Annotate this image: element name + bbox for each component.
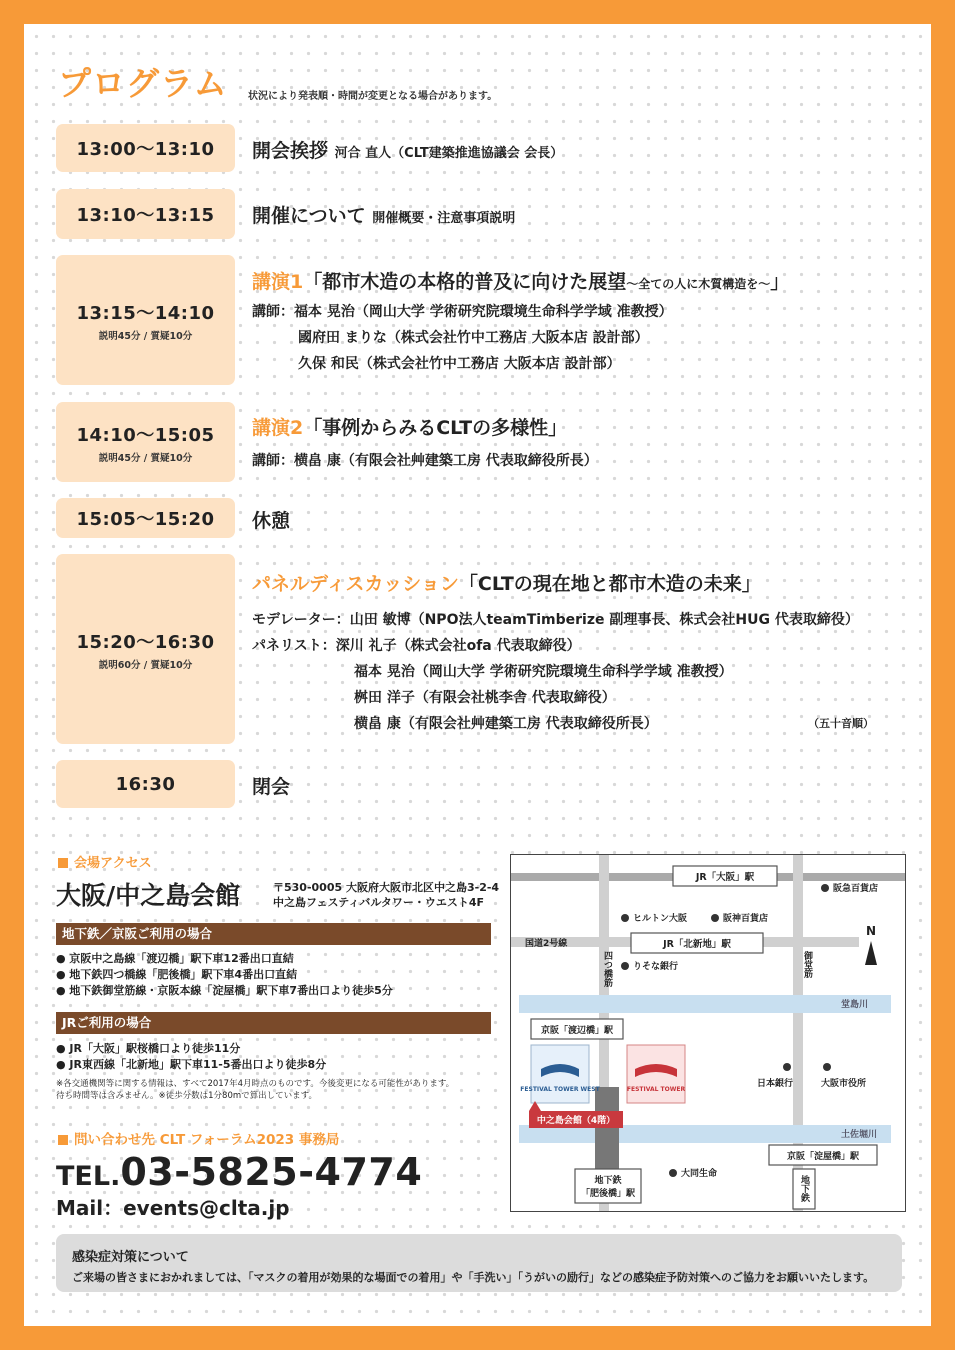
hanshin-label: 阪神百貨店 (723, 914, 769, 924)
time-label: 14:10〜15:05 (76, 424, 215, 446)
fine-line: ※各交通機関等に関する情報は、すべて2017年4月時点のものです。今後変更になる可能性があります。 (56, 1079, 455, 1089)
cityhall-dot (823, 1063, 831, 1071)
hanshin-dot (711, 914, 719, 922)
session-detail: 開催概要・注意事項説明 (372, 211, 516, 226)
hankyu-label: 阪急百貨店 (833, 884, 879, 894)
list-item: ● JR東西線「北新地」駅下車11-5番出口より徒歩8分 (56, 1058, 327, 1071)
north-arrow-icon (865, 941, 877, 965)
time-box-6 (56, 554, 235, 744)
boj-label: 日本銀行 (757, 1079, 794, 1089)
square-bullet-icon (58, 858, 68, 868)
email: Mail：events@clta.jp (56, 1196, 290, 1220)
panel-line: 桝田 洋子（有限会社桃李舎 代表取締役） (354, 690, 616, 706)
infection-notice (56, 1234, 902, 1292)
session-detail: 河合 直人（CLT建築推進協議会 会長） (334, 146, 564, 161)
subway-header: 地下鉄／京阪ご利用の場合 (56, 923, 491, 945)
session-6-title (252, 569, 761, 596)
lecture-title-close: 」 (770, 271, 790, 293)
jr-header: JRご利用の場合 (56, 1012, 491, 1034)
jr-osaka-label: JR「大阪」駅 (695, 872, 755, 883)
time-box-7 (56, 760, 235, 808)
lecture-subtitle: 〜全ての人に木質構造を〜 (626, 277, 771, 291)
panel-title: 「CLTの現在地と都市木造の未来」 (458, 573, 761, 595)
list-item: ● JR「大阪」駅桜橋口より徒歩11分 (56, 1042, 241, 1055)
panel-line: モデレーター：山田 敏博（NPO法人teamTimberize 副理事長、株式会社HUG 代表取締役） (252, 612, 859, 628)
dojima-river (519, 995, 891, 1013)
time-box-1 (56, 124, 235, 172)
kitashinchi-label: JR「北新地」駅 (663, 939, 731, 950)
tower-west-building (531, 1045, 589, 1103)
tower-label: FESTIVAL TOWER (626, 1086, 686, 1093)
access-label-text: 会場アクセス (74, 856, 152, 871)
session-2-heading (252, 201, 515, 228)
panel-label: パネルディスカッション (252, 573, 459, 595)
contact-label (58, 1128, 339, 1148)
resona-label: りそな銀行 (633, 962, 679, 972)
hankyu-dot (821, 884, 829, 892)
higobashi-label-2: 「肥後橋」駅 (580, 1189, 636, 1199)
session-4-title (252, 413, 567, 440)
order-note: （五十音順） (808, 717, 874, 730)
list-item: ● 地下鉄四つ橋線「肥後橋」駅下車4番出口直結 (56, 968, 298, 981)
session-3-title (252, 267, 789, 294)
time-box-4 (56, 402, 235, 482)
yodoyabashi-label: 京阪「淀屋橋」駅 (786, 1152, 860, 1162)
speaker-line: 國府田 まりな（株式会社竹中工務店 大阪本店 設計部） (298, 330, 649, 346)
watanabe-label: 京阪「渡辺橋」駅 (540, 1026, 614, 1036)
jr-list (56, 1041, 326, 1073)
lecture-title: 「都市木造の本格的普及に向けた展望 (303, 271, 627, 293)
fine-print (56, 1078, 454, 1102)
cityhall-label: 大阪市役所 (821, 1079, 867, 1089)
contact-label-text: 問い合わせ先 CLT フォーラム2023 事務局 (74, 1132, 340, 1148)
address-line: 中之島フェスティバルタワー・ウエスト4F (273, 896, 485, 909)
time-sub: 説明45分 / 質疑10分 (98, 452, 193, 464)
route2-label: 国道2号線 (525, 939, 568, 949)
program-note: 状況により発表順・時間が変更となる場合があります。 (248, 91, 498, 102)
dojima-label: 堂島川 (841, 1000, 869, 1010)
time-label: 15:20〜16:30 (76, 631, 215, 653)
tel-number: 03-5825-4774 (120, 1150, 423, 1194)
time-box-3 (56, 255, 235, 385)
higobashi-label-1: 地下鉄 (594, 1176, 622, 1186)
notice-title: 感染症対策について (72, 1250, 189, 1265)
time-box-2 (56, 189, 235, 239)
address-line: 〒530-0005 大阪府大阪市北区中之島3-2-4 (273, 881, 500, 894)
notice-body: ご来場の皆さまにおかれましては、「マスクの着用が効果的な場面での着用」や「手洗い」「うがいの励行」などの感染症予防対策へのご協力をお願いいたします。 (72, 1271, 875, 1284)
session-1-heading (252, 136, 563, 163)
time-sub: 説明45分 / 質疑10分 (98, 330, 193, 342)
resona-dot (621, 962, 629, 970)
daido-dot (669, 1169, 677, 1177)
time-label: 13:00〜13:10 (76, 139, 215, 160)
subway-list (56, 951, 393, 999)
square-bullet-icon (58, 1135, 68, 1145)
midosuji-label: 御堂筋 (802, 951, 812, 978)
tel-prefix: TEL. (56, 1161, 121, 1192)
session-heading: 開会挨拶 (252, 140, 329, 162)
session-heading: 開催について (252, 205, 366, 227)
lecture-title: 「事例からみるCLTの多様性」 (303, 417, 568, 439)
tower-west-label: FESTIVAL TOWER WEST (520, 1086, 600, 1093)
program-title: プログラム (58, 64, 228, 103)
speaker-line: 講師：福本 晃治（岡山大学 学術研究院環境生命科学学域 准教授） (252, 304, 673, 320)
higobashi-bridge (595, 1087, 619, 1177)
session-5-heading: 休憩 (252, 510, 291, 532)
fine-line: 待ち時間等は含みません。※徒歩分数は1分80mで算出しています。 (56, 1091, 317, 1101)
time-label: 13:15〜14:10 (76, 302, 215, 324)
access-map (510, 854, 906, 1212)
lecture-label: 講演1 (252, 271, 304, 293)
list-item: ● 地下鉄御堂筋線・京阪本線「淀屋橋」駅下車7番出口より徒歩5分 (56, 984, 393, 997)
lecture-label: 講演2 (252, 417, 304, 439)
boj-dot (783, 1063, 791, 1071)
north-label: N (865, 924, 877, 938)
venue-tag-label: 中之島会館（4階） (536, 1116, 616, 1126)
telephone (56, 1150, 422, 1194)
venue-name: 大阪/中之島会館 (56, 881, 241, 910)
subway-v-label: 地下鉄 (799, 1175, 809, 1202)
time-sub: 説明60分 / 質疑10分 (98, 659, 193, 671)
hilton-label: ヒルトン大阪 (633, 914, 688, 924)
time-label: 13:10〜13:15 (76, 205, 215, 226)
time-box-5 (56, 498, 235, 538)
hilton-dot (621, 914, 629, 922)
time-label: 15:05〜15:20 (76, 509, 215, 530)
panel-line: 福本 晃治（岡山大学 学術研究院環境生命科学学域 准教授） (354, 664, 733, 680)
venue-address (273, 880, 499, 910)
session-7-heading: 閉会 (252, 776, 291, 798)
list-item: ● 京阪中之島線「渡辺橋」駅下車12番出口直結 (56, 952, 294, 965)
panel-line: 横畠 康（有限会社艸建築工房 代表取締役所長） (354, 716, 658, 732)
tosabori-label: 土佐堀川 (841, 1130, 878, 1140)
speaker-line: 久保 和民（株式会社竹中工務店 大阪本店 設計部） (298, 356, 621, 372)
access-label (58, 852, 152, 871)
yotsubashi-label: 四つ橋筋 (602, 951, 612, 987)
time-label: 16:30 (115, 773, 176, 795)
speaker-line: 講師：横畠 康（有限会社艸建築工房 代表取締役所長） (252, 453, 598, 469)
daido-label: 大同生命 (681, 1169, 718, 1179)
panel-line: パネリスト：深川 礼子（株式会社ofa 代表取締役） (252, 638, 581, 654)
